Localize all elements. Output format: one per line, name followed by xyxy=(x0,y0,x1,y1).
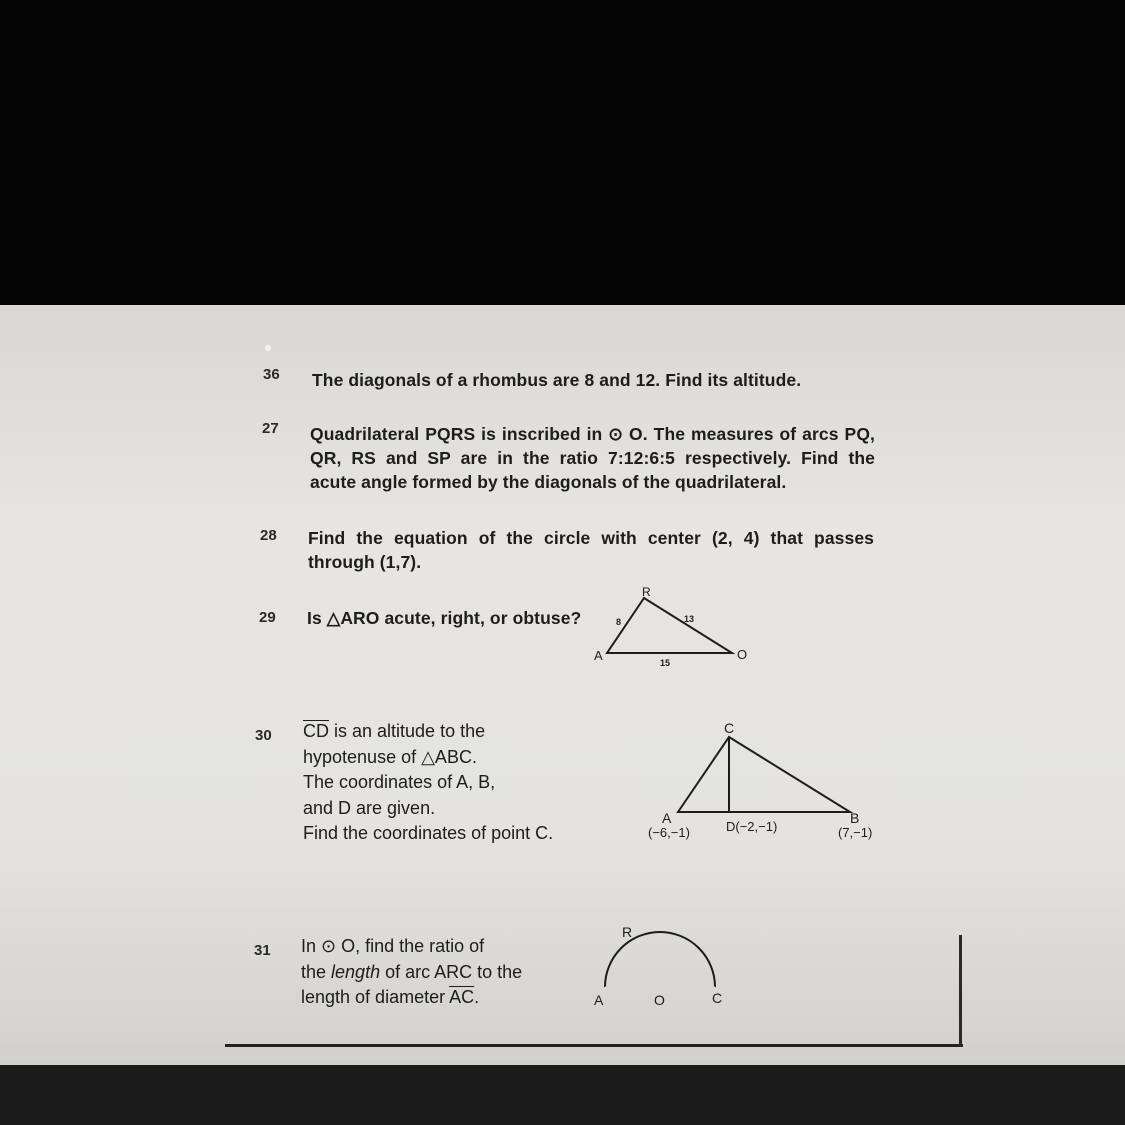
question-31-text xyxy=(301,934,522,1011)
question-28-text xyxy=(308,526,874,574)
question-29-line-1: Is △ARO acute, right, or obtuse? xyxy=(307,608,582,628)
question-31-line-2-a: the xyxy=(301,961,332,982)
label-o-semi: O xyxy=(654,992,665,1008)
question-27-line-1: Quadrilateral PQRS is inscribed in ⊙ O. The measures of arcs PQ, xyxy=(310,424,875,444)
question-28-line-2: through (1,7). xyxy=(308,552,422,572)
question-31-italic-word: length xyxy=(331,961,381,982)
label-b-coord: (7,−1) xyxy=(838,825,873,840)
bottom-rule xyxy=(225,1044,963,1047)
label-a: A xyxy=(594,648,603,663)
question-31-line-3-b: . xyxy=(474,987,480,1007)
question-27-text xyxy=(310,422,875,494)
segment-cd: $\overline{CD}$ xyxy=(303,721,329,741)
question-30-line-3: The coordinates of A, B, xyxy=(303,772,496,792)
triangle-abc-figure xyxy=(640,715,890,845)
question-31-line-3 xyxy=(301,985,522,1011)
question-30-line-1 xyxy=(303,719,553,745)
question-28-line-1: Find the equation of the circle with center (2, 4) that passes xyxy=(308,528,874,548)
semicircle-arc xyxy=(605,932,715,987)
question-number-27: 27 xyxy=(262,420,279,437)
question-27-line-3: acute angle formed by the diagonals of the quadrilateral. xyxy=(310,472,787,492)
question-31-line-2 xyxy=(301,960,522,986)
right-rule xyxy=(959,935,962,1046)
question-number-29: 29 xyxy=(259,609,276,626)
label-o: O xyxy=(737,647,748,662)
label-b: B xyxy=(850,810,860,826)
segment-ac: $\overline{AC}$ xyxy=(449,987,475,1007)
label-c-semi: C xyxy=(712,990,723,1006)
label-side-ro: 13 xyxy=(684,614,695,624)
question-30-line-5: Find the coordinates of point C. xyxy=(303,823,554,843)
triangle-aro-shape xyxy=(607,598,732,653)
question-30-line-1-rest: is an altitude to the xyxy=(329,721,486,741)
question-27-line-2: QR, RS and SP are in the ratio 7:12:6:5 respectively. Find the xyxy=(310,448,875,468)
label-side-ao: 15 xyxy=(660,658,671,668)
question-31-line-1: In ⊙ O, find the ratio of xyxy=(301,936,485,956)
triangle-aro-figure xyxy=(580,580,760,670)
question-29-text xyxy=(307,606,581,630)
question-30-text xyxy=(303,719,553,847)
screen-area xyxy=(0,305,1125,1065)
label-side-ar: 8 xyxy=(616,617,622,627)
screen-dot xyxy=(265,345,271,351)
question-30-line-2: hypotenuse of △ABC. xyxy=(303,746,477,767)
question-number-28: 28 xyxy=(260,527,277,544)
question-31-line-3-a: length of diameter xyxy=(301,987,450,1007)
question-30-line-4: and D are given. xyxy=(303,797,436,818)
label-d-coord: D(−2,−1) xyxy=(726,819,778,834)
bottom-bezel xyxy=(0,1065,1125,1125)
question-number-30: 30 xyxy=(255,727,272,744)
question-31-line-2-b: of arc ARC to the xyxy=(380,961,523,982)
question-number-31: 31 xyxy=(254,942,271,959)
label-a-semi: A xyxy=(594,992,604,1008)
question-36-text xyxy=(312,368,801,392)
label-c: C xyxy=(724,720,735,736)
label-r-semi: R xyxy=(622,924,633,940)
label-r: R xyxy=(642,585,651,599)
question-36-line-1: The diagonals of a rhombus are 8 and 12. Find its altitude. xyxy=(312,370,802,390)
triangle-abc-shape xyxy=(678,737,850,812)
question-number-36: 36 xyxy=(263,366,280,383)
semicircle-figure xyxy=(585,915,735,1015)
label-a-coord: (−6,−1) xyxy=(648,825,690,840)
label-a-abc: A xyxy=(662,810,672,826)
